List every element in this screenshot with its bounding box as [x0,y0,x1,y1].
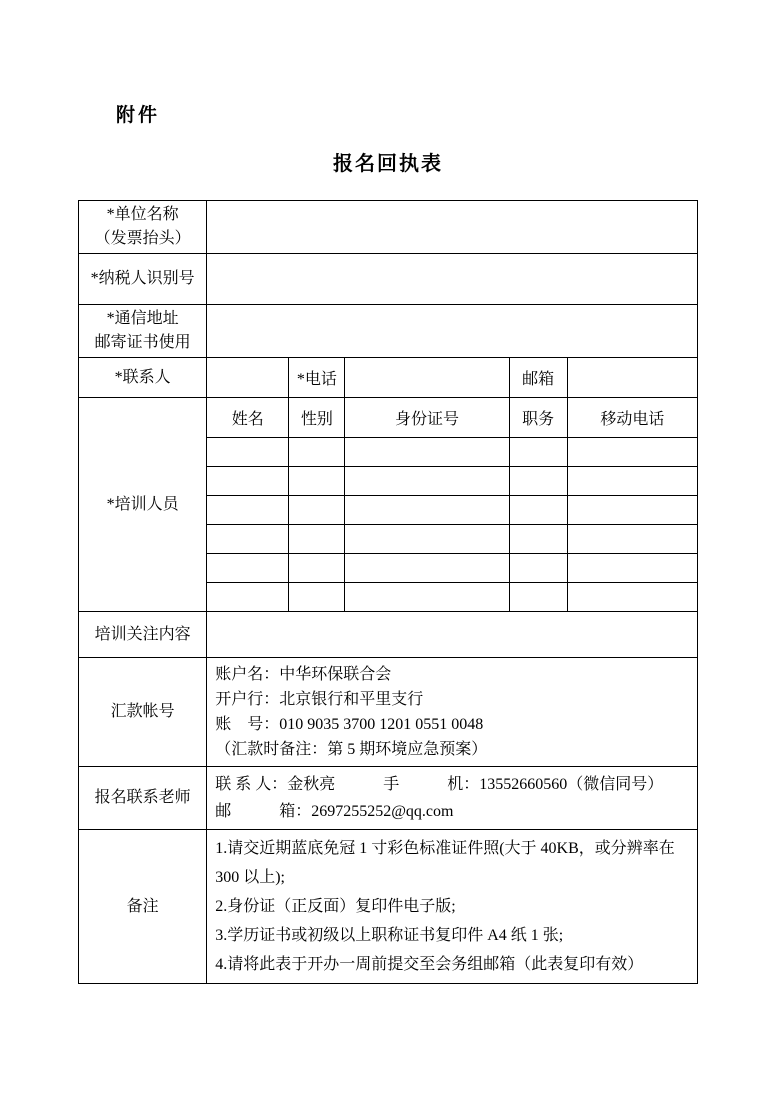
note-item-2: 2.身份证（正反面）复印件电子版; [215,898,456,915]
remittance-info-cell [207,658,698,767]
attachment-label: 附件 [116,105,161,126]
trainee-name-cell[interactable] [207,438,289,467]
row-unit-name [79,201,698,254]
trainee-name-cell[interactable] [207,554,289,583]
trainee-col-mobile: 移动电话 [567,398,697,438]
row-training-focus [79,612,698,658]
trainee-mobile-cell[interactable] [567,525,697,554]
trainee-gender-cell[interactable] [289,554,345,583]
remittance-account-name: 账户名：中华环保联合会 [215,666,392,683]
contact-email-input-cell[interactable] [567,358,697,398]
trainee-mobile-cell[interactable] [567,496,697,525]
trainee-position-cell[interactable] [509,525,567,554]
trainees-label: *培训人员 [79,398,207,612]
address-label [79,305,207,358]
row-teacher [79,767,698,830]
trainee-gender-cell[interactable] [289,467,345,496]
note-item-3: 3.学历证书或初级以上职称证书复印件 A4 纸 1 张; [215,927,564,944]
unit-name-label [79,201,207,254]
address-label-line2: 邮寄证书使用 [94,334,191,351]
training-focus-input-cell[interactable] [207,612,698,658]
trainee-gender-cell[interactable] [289,583,345,612]
address-input-cell[interactable] [207,305,698,358]
trainee-position-cell[interactable] [509,467,567,496]
trainee-position-cell[interactable] [509,554,567,583]
remittance-label: 汇款帐号 [79,658,207,767]
teacher-contact-line: 联 系 人：金秋亮 手 机：13552660560（微信同号） [215,776,664,793]
remittance-memo: （汇款时备注：第 5 期环境应急预案） [215,741,488,758]
contact-name-input-cell[interactable] [207,358,289,398]
contact-email-label: 邮箱 [509,358,567,398]
trainee-mobile-cell[interactable] [567,583,697,612]
row-taxpayer-id [79,254,698,305]
trainee-id-cell[interactable] [345,525,509,554]
trainee-id-cell[interactable] [345,496,509,525]
teacher-label: 报名联系老师 [79,767,207,830]
contact-phone-label: *电话 [289,358,345,398]
row-notes [79,830,698,984]
unit-name-label-line2: （发票抬头） [94,230,191,247]
trainee-gender-cell[interactable] [289,438,345,467]
contact-label: *联系人 [79,358,207,398]
address-label-line1: *通信地址 [106,310,179,327]
taxpayer-id-label: *纳税人识别号 [79,254,207,305]
trainee-gender-cell[interactable] [289,525,345,554]
contact-phone-input-cell[interactable] [345,358,509,398]
trainee-id-cell[interactable] [345,554,509,583]
trainee-position-cell[interactable] [509,583,567,612]
registration-form-table [78,200,698,984]
trainee-name-cell[interactable] [207,525,289,554]
trainee-id-cell[interactable] [345,438,509,467]
trainee-col-gender: 性别 [289,398,345,438]
trainee-name-cell[interactable] [207,496,289,525]
notes-cell [207,830,698,984]
note-item-4: 4.请将此表于开办一周前提交至会务组邮箱（此表复印有效） [215,956,644,973]
row-contact [79,358,698,398]
row-remittance [79,658,698,767]
trainee-position-cell[interactable] [509,438,567,467]
trainee-mobile-cell[interactable] [567,467,697,496]
training-focus-label: 培训关注内容 [79,612,207,658]
trainee-mobile-cell[interactable] [567,438,697,467]
remittance-bank: 开户行：北京银行和平里支行 [215,691,424,708]
trainee-position-cell[interactable] [509,496,567,525]
teacher-email-line: 邮 箱：2697255252@qq.com [215,803,454,820]
unit-name-label-line1: *单位名称 [106,206,179,223]
teacher-info-cell [207,767,698,830]
remittance-account-number: 账 号：010 9035 3700 1201 0551 0048 [215,716,484,733]
trainee-col-position: 职务 [509,398,567,438]
taxpayer-id-input-cell[interactable] [207,254,698,305]
trainee-name-cell[interactable] [207,583,289,612]
trainee-name-cell[interactable] [207,467,289,496]
trainee-id-cell[interactable] [345,583,509,612]
page-title: 报名回执表 [333,153,443,175]
trainee-col-name: 姓名 [207,398,289,438]
row-trainee-header [79,398,698,438]
notes-label: 备注 [79,830,207,984]
trainee-gender-cell[interactable] [289,496,345,525]
trainee-id-cell[interactable] [345,467,509,496]
trainee-col-id-number: 身份证号 [345,398,509,438]
trainee-mobile-cell[interactable] [567,554,697,583]
row-address [79,305,698,358]
note-item-1: 1.请交近期蓝底免冠 1 寸彩色标准证件照(大于 40KB，或分辨率在 300 以上); [215,840,675,886]
unit-name-input-cell[interactable] [207,201,698,254]
